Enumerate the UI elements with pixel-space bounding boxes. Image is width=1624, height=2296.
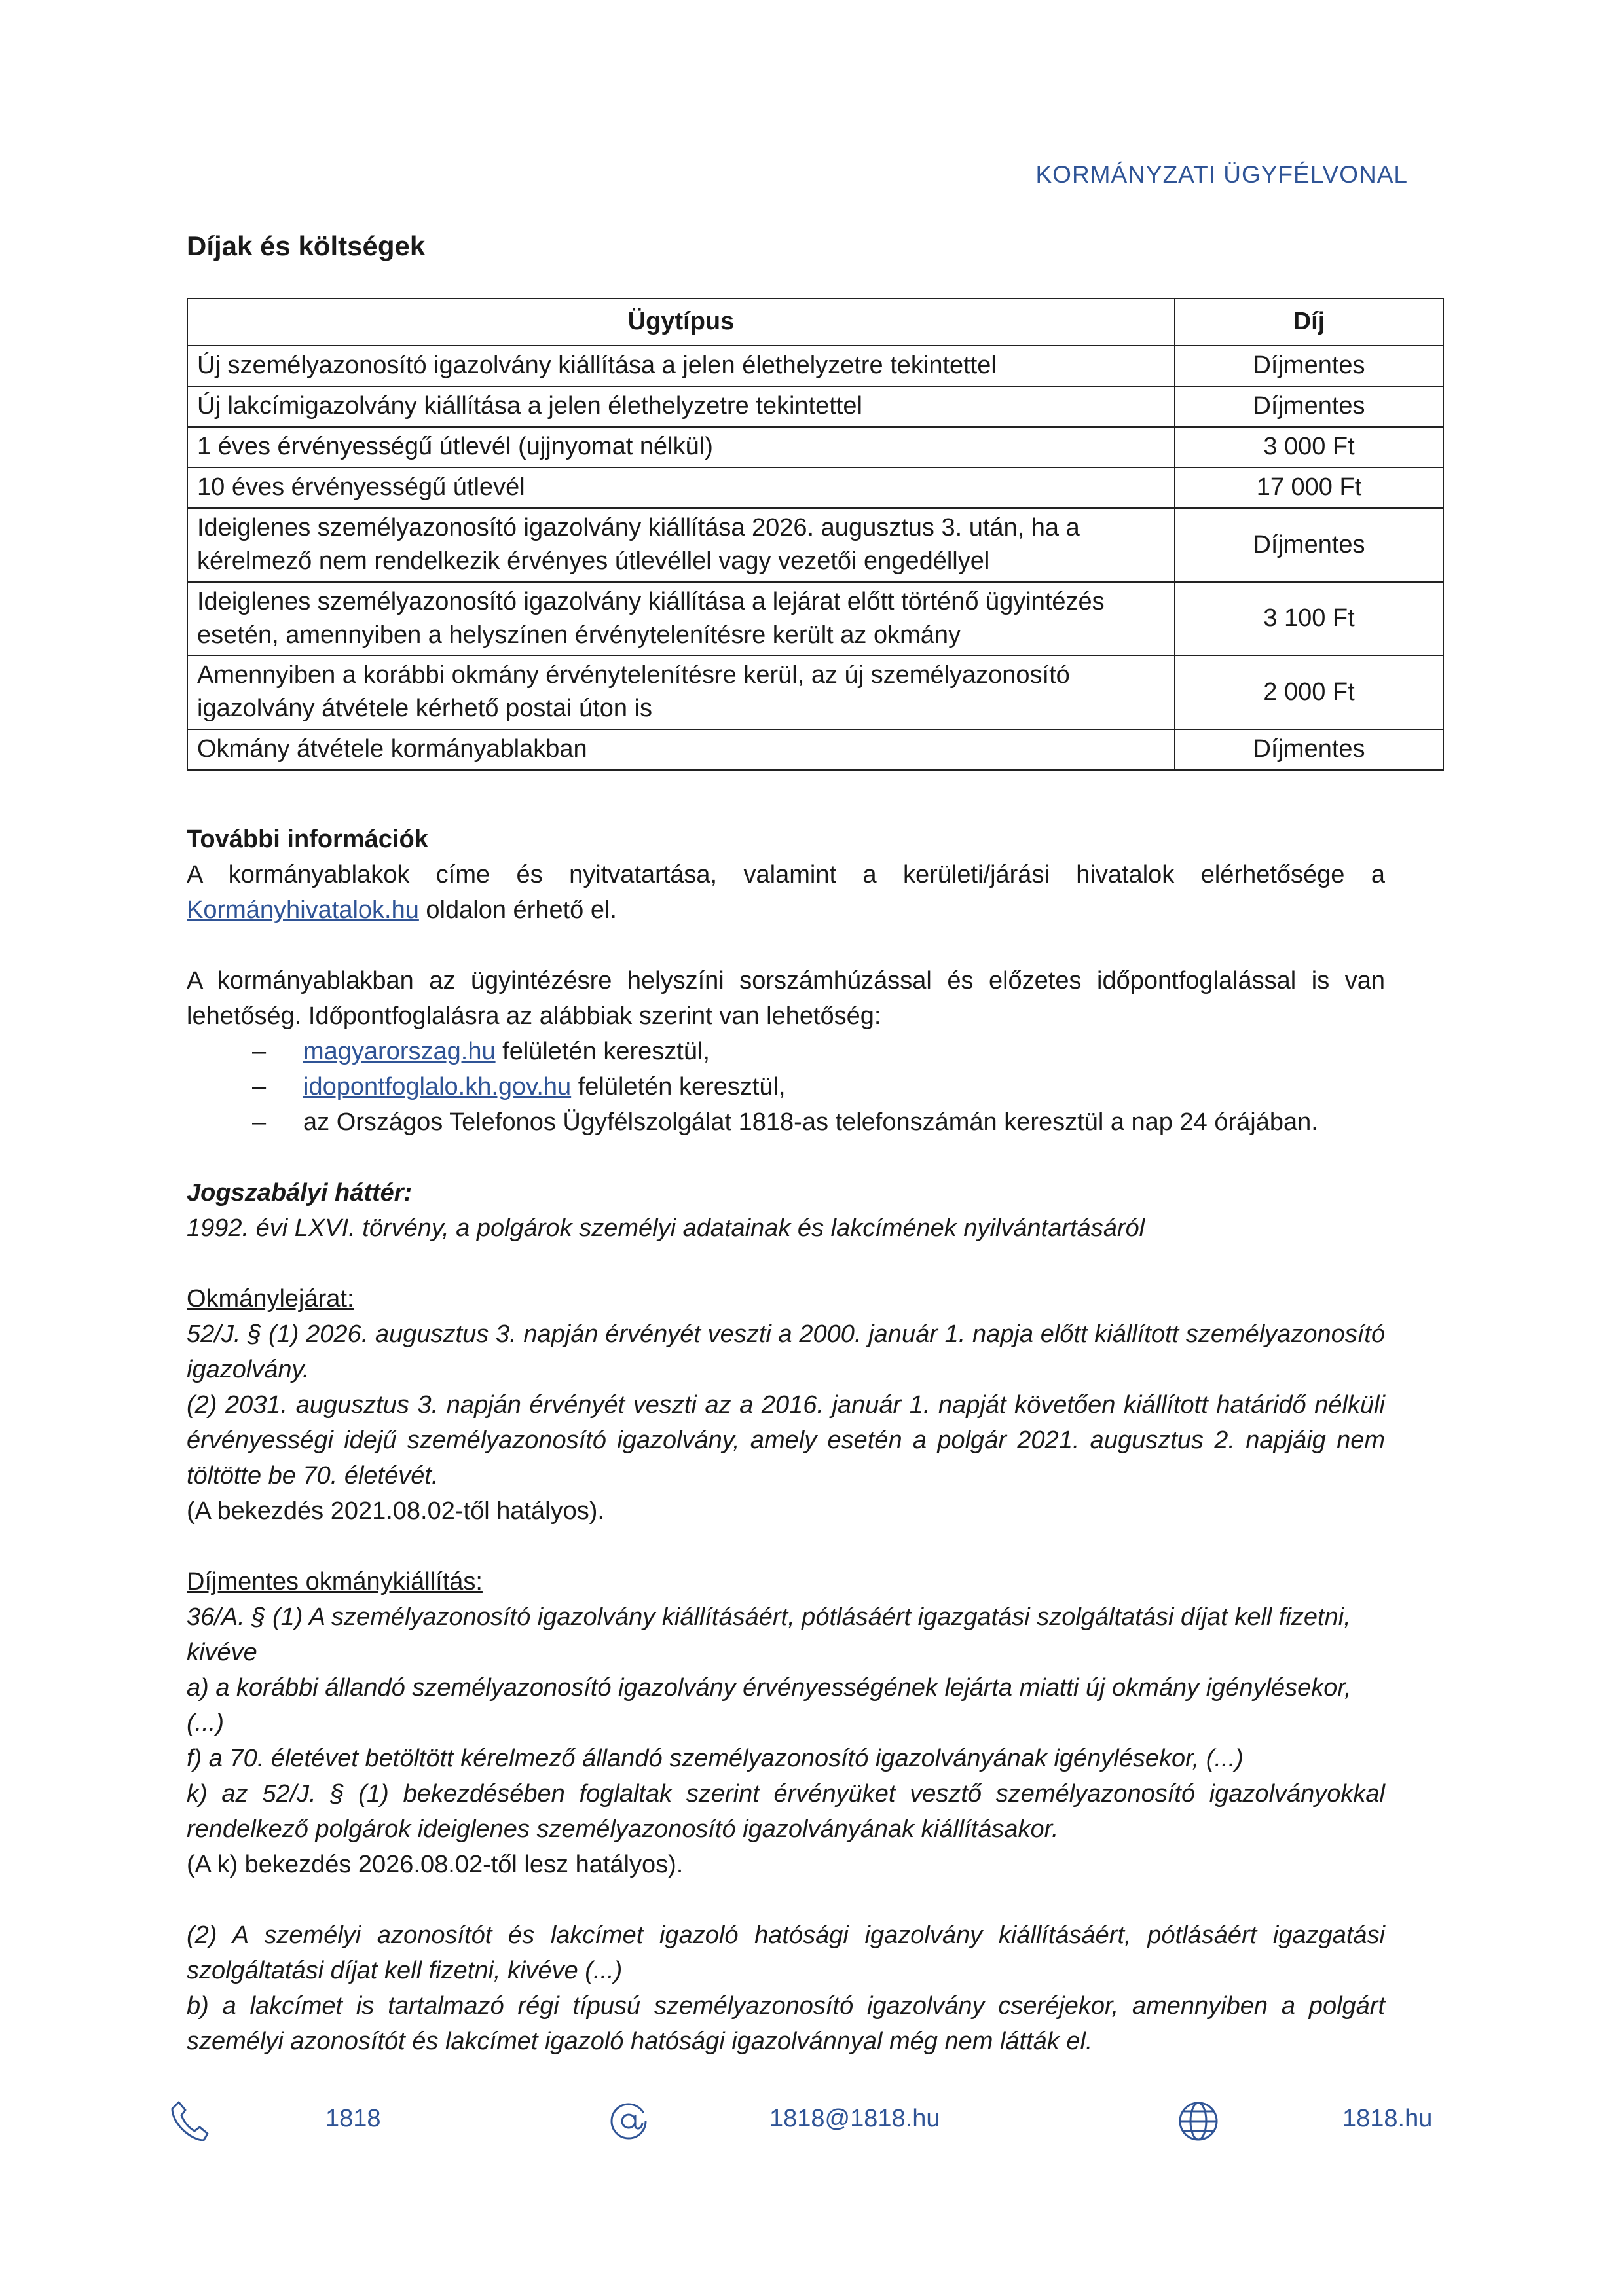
fee-value: Díjmentes (1175, 346, 1443, 386)
more-info-tail: oldalon érhető el. (418, 896, 617, 924)
table-row (187, 346, 1443, 386)
footer-phone[interactable]: 1818 (325, 2105, 381, 2132)
case-type: Ideiglenes személyazonosító igazolvány kiállítása a lejárat előtt történő ügyintézés esetén, amennyiben a helyszínen érvénytelenítésre került az okmány (187, 582, 1175, 656)
expiry-note: (A bekezdés 2021.08.02-től hatályos). (187, 1497, 604, 1525)
more-info-heading: További információk (187, 826, 428, 853)
list-item (252, 1104, 1385, 1140)
more-info-paragraph (187, 857, 1385, 928)
free-note: (A k) bekezdés 2026.08.02-től lesz hatályos). (187, 1851, 684, 1878)
table-row (187, 582, 1443, 656)
magyarorszag-link[interactable]: magyarorszag.hu (303, 1038, 496, 1065)
phone-icon (167, 2098, 213, 2144)
table-row (187, 508, 1443, 582)
case-type: Okmány átvétele kormányablakban (187, 729, 1175, 770)
booking-options-list (187, 1034, 1385, 1140)
more-info-section (187, 822, 1385, 2059)
fee-value: Díjmentes (1175, 729, 1443, 770)
law-title: 1992. évi LXVI. törvény, a polgárok személyi adatainak és lakcímének nyilvántartásáról (187, 1214, 1145, 1242)
fee-value: 3 100 Ft (1175, 582, 1443, 656)
free-item-f: f) a 70. életévet betöltött kérelmező állandó személyazonosító igazolványának igénylésekor, (...) (187, 1745, 1244, 1772)
fee-table (187, 298, 1444, 771)
free-item-b: b) a lakcímet is tartalmazó régi típusú személyazonosító igazolvány cseréjekor, amennyiben a polgárt személyi azonosítót és lakcímet igazoló hatósági igazolvánnyal még nem látták el. (187, 1992, 1385, 2055)
list-item-text: felületén keresztül, (571, 1073, 786, 1101)
kormanyhivatalok-link[interactable]: Kormányhivatalok.hu (187, 896, 419, 924)
fee-value: Díjmentes (1175, 508, 1443, 582)
booking-paragraph: A kormányablakban az ügyintézésre helyszíni sorszámhúzással és előzetes időpontfoglalással is van lehetőség. Időpontfoglalásra az alábbiak szerint van lehetőség: (187, 967, 1385, 1030)
case-type: 10 éves érvényességű útlevél (187, 467, 1175, 508)
list-item (252, 1069, 1385, 1104)
table-row (187, 467, 1443, 508)
list-item-text: az Országos Telefonos Ügyfélszolgálat 1818-as telefonszámán keresztül a nap 24 órájában. (303, 1108, 1318, 1136)
expiry-paragraph-1: 52/J. § (1) 2026. augusztus 3. napján érvényét veszti a 2000. január 1. napja előtt kiállított személyazonosító igazolvány. (187, 1321, 1385, 1383)
list-item-text: felületén keresztül, (495, 1038, 710, 1065)
case-type: Amennyiben a korábbi okmány érvénytelenítésre kerül, az új személyazonosító igazolvány átvétele kérhető postai úton is (187, 655, 1175, 729)
fee-value: Díjmentes (1175, 386, 1443, 427)
globe-icon (1175, 2098, 1221, 2144)
table-row (187, 729, 1443, 770)
footer-email[interactable]: 1818@1818.hu (769, 2105, 940, 2132)
free-paragraph-1: 36/A. § (1) A személyazonosító igazolvány kiállításáért, pótlásáért igazgatási szolgáltatási díjat kell fizetni, kivéve (187, 1603, 1351, 1666)
idopontfoglalo-link[interactable]: idopontfoglalo.kh.gov.hu (303, 1073, 572, 1101)
footer-web[interactable]: 1818.hu (1342, 2105, 1433, 2132)
table-row (187, 655, 1443, 729)
case-type: 1 éves érvényességű útlevél (ujjnyomat nélkül) (187, 427, 1175, 467)
table-row (187, 386, 1443, 427)
at-icon (606, 2098, 652, 2144)
expiry-heading: Okmánylejárat: (187, 1285, 354, 1313)
free-ellipsis: (...) (187, 1709, 224, 1737)
case-type: Új személyazonosító igazolvány kiállítása a jelen élethelyzetre tekintettel (187, 346, 1175, 386)
list-item (252, 1034, 1385, 1069)
column-header-fee: Díj (1175, 299, 1443, 346)
free-item-a: a) a korábbi állandó személyazonosító igazolvány érvényességének lejárta miatti új okmány igénylésekor, (187, 1674, 1352, 1702)
section-title: Díjak és költségek (187, 230, 426, 261)
table-row (187, 427, 1443, 467)
org-name: KORMÁNYZATI ÜGYFÉLVONAL (1035, 161, 1408, 188)
free-paragraph-2: (2) A személyi azonosítót és lakcímet igazoló hatósági igazolvány kiállításáért, pótlásáért igazgatási szolgáltatási díjat kell fizetni, kivéve (...) (187, 1922, 1385, 1984)
fee-value: 17 000 Ft (1175, 467, 1443, 508)
expiry-paragraph-2: (2) 2031. augusztus 3. napján érvényét veszti az a 2016. január 1. napját követően kiállított határidő nélküli érvényességi idejű személyazonosító igazolvány, amely esetén a polgár 2021. augusztus 2. napjáig nem töltötte be 70. életévét. (187, 1391, 1385, 1489)
free-item-k: k) az 52/J. § (1) bekezdésében foglaltak szerint érvényüket vesztő személyazonosító igazolványokkal rendelkező polgárok ideiglenes személyazonosító igazolványának kiállításakor. (187, 1780, 1385, 1843)
free-issuance-heading: Díjmentes okmánykiállítás: (187, 1568, 483, 1595)
column-header-type: Ügytípus (187, 299, 1175, 346)
more-info-text: A kormányablakok címe és nyitvatartása, valamint a kerületi/járási hivatalok elérhetősége a (187, 861, 1385, 888)
fee-value: 3 000 Ft (1175, 427, 1443, 467)
fee-value: 2 000 Ft (1175, 655, 1443, 729)
footer (0, 2098, 1624, 2151)
case-type: Új lakcímigazolvány kiállítása a jelen élethelyzetre tekintettel (187, 386, 1175, 427)
case-type: Ideiglenes személyazonosító igazolvány kiállítása 2026. augusztus 3. után, ha a kérelmező nem rendelkezik érvényes útlevéllel vagy vezetői engedéllyel (187, 508, 1175, 582)
legal-heading: Jogszabályi háttér: (187, 1179, 413, 1207)
